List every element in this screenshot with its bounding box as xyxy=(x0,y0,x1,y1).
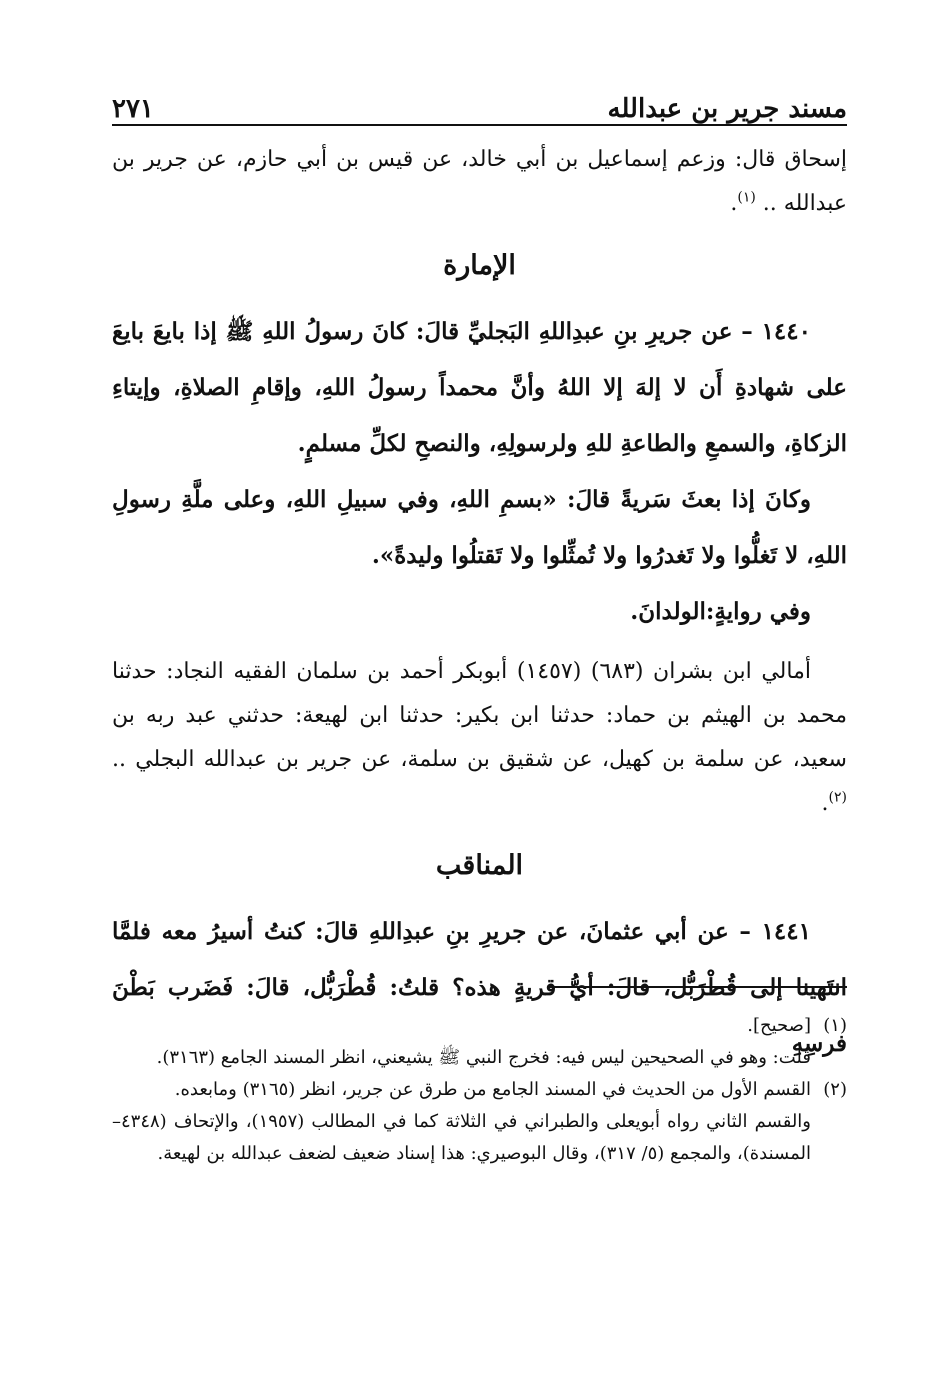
intro-end: . xyxy=(730,191,738,216)
footnote-1-marker: (١) xyxy=(823,1015,847,1036)
section-title-manaqib: المناقب xyxy=(435,850,524,881)
main-text xyxy=(112,138,847,1072)
footnote-separator xyxy=(547,986,847,988)
isnad-text: أمالي ابن بشران (٦٨٣) (١٤٥٧) أبوبكر أحمد بن سلمان الفقيه النجاد: حدثنا محمد بن الهيثم بن حماد: حدثنا ابن بكير: حدثنا ابن لهيعة: حدثني عبد ربه بن سعيد، عن سلمة بن كهيل، عن شقيق بن سلمة، عن جرير بن عبدالله البجلي .. xyxy=(112,659,847,772)
hadith-1440-paragraph: ١٤٤٠ – عن جريرِ بنِ عبدِاللهِ البَجليِّ قالَ: كانَ رسولُ اللهِ ﷺ إذا بايعَ بايعَ على شهادةِ أَن لا إلهَ إلا اللهُ وأنَّ محمداً رسولُ اللهِ، وإقامِ الصلاةِ، وإيتاءِ الزكاةِ، والسمعِ والطاعةِ للهِ ولرسولِهِ، والنصحِ لكلِّ مسلمٍ. xyxy=(112,318,847,457)
footnote-1-line2: قلت: وهو في الصحيحين ليس فيه: فخرج النبي ﷺ يشيعني، انظر المسند الجامع (٣١٦٣). xyxy=(156,1047,811,1068)
footnote-ref-2[interactable]: (٢) xyxy=(828,789,847,806)
intro-paragraph xyxy=(112,138,847,226)
footnotes xyxy=(112,1010,847,1170)
hadith-1440-riwaya: وفي روايةٍ:الولدانَ. xyxy=(630,598,811,625)
isnad-end: . xyxy=(821,791,829,816)
footnote-ref-1[interactable]: (١) xyxy=(737,189,756,206)
hadith-1441-paragraph: ١٤٤١ – عن أبي عثمانَ، عن جريرِ بنِ عبدِاللهِ قالَ: كنتُ أسيرُ معه فلمَّا انتَهينا إلى قُطْرَبُّل، قالَ: أيُّ قريةٍ هذه؟ قلتُ: قُطْرَبُّل، قالَ: فَضَرب بَطْنَ فرسِهِ xyxy=(112,918,847,1057)
footnote-2-line1: القسم الأول من الحديث في المسند الجامع من طرق عن جرير، انظر (٣١٦٥) ومابعده. xyxy=(174,1079,811,1100)
running-title: مسند جرير بن عبدالله xyxy=(607,94,847,124)
footnote-2-line2: والقسم الثاني رواه أبويعلى والطبراني في الثلاثة كما في المطالب (١٩٥٧)، والإتحاف (٤٣٤٨– المسندة)، والمجمع (٥/ ٣١٧)، وقال البوصيري: هذا إسناد ضعيف لضعف عبدالله بن لهيعة. xyxy=(112,1111,811,1164)
isnad-paragraph xyxy=(112,650,847,826)
hadith-1440-sariya: وكانَ إذا بعثَ سَريةً قالَ: «بسمِ اللهِ، وفي سبيلِ اللهِ، وعلى ملَّةِ رسولِ اللهِ، لا تَغلُّوا ولا تَغدرُوا ولا تُمثِّلوا ولا تَقتلُوا وليدةً». xyxy=(112,486,847,569)
page-number: ٢٧١ xyxy=(112,94,154,124)
footnote-1-line1: [صحيح]. xyxy=(747,1015,811,1036)
footnote-2 xyxy=(112,1074,847,1106)
footnote-2-marker: (٢) xyxy=(823,1079,847,1100)
section-title-imara: الإمارة xyxy=(443,250,516,281)
intro-text: إسحاق قال: وزعم إسماعيل بن أبي خالد، عن قيس بن أبي حازم، عن جرير بن عبدالله .. xyxy=(112,147,847,216)
page-header xyxy=(112,82,847,126)
footnote-1 xyxy=(112,1010,847,1042)
